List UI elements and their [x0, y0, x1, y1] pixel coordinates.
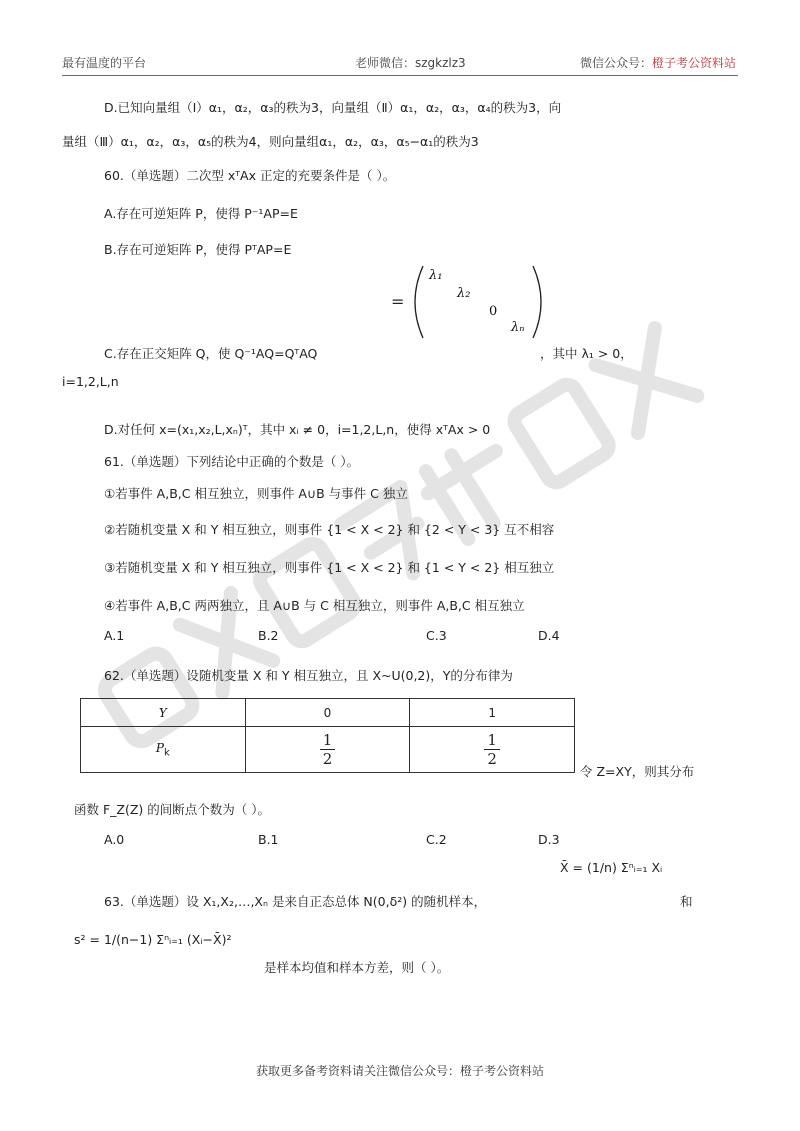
- q63-xbar-formula: X̄ = (1/n) Σⁿᵢ₌₁ Xᵢ: [560, 860, 663, 875]
- q62-option-a: A.0: [104, 832, 125, 847]
- q60-stem: 60.（单选题）二次型 xᵀAx 正定的充要条件是（ ）。: [104, 168, 396, 183]
- q61-option-b: B.2: [258, 628, 279, 643]
- matrix-entry-n: λₙ: [511, 320, 525, 335]
- header-left: 最有温度的平台: [62, 56, 147, 70]
- q61-statement-4: ④若事件 A,B,C 两两独立，且 A∪B 与 C 相互独立，则事件 A,B,C 相互独立: [104, 598, 525, 613]
- q61-statement-3: ③若随机变量 X 和 Y 相互独立，则事件 {1 < X < 2} 和 {1 < Y < 2} 相互独立: [104, 560, 555, 575]
- matrix-entry-zero: 0: [489, 304, 498, 319]
- q62-cont: 函数 F_Z(Z) 的间断点个数为（ ）。: [74, 802, 270, 817]
- matrix-brackets: [393, 262, 553, 342]
- q61-option-d: D.4: [538, 628, 560, 643]
- q62-option-b: B.1: [258, 832, 279, 847]
- q63-stem: 63.（单选题）设 X₁,X₂,…,Xₙ 是来自正态总体 N(0,δ²) 的随机样本，: [104, 894, 487, 909]
- q60-option-b: B.存在可逆矩阵 P，使得 PᵀAP=E: [104, 242, 292, 257]
- q59-option-d-line2: 量组（Ⅲ）α₁，α₂，α₃，α₅的秩为4，则向量组α₁，α₂，α₃，α₅−α₁的秩为3: [62, 134, 479, 149]
- matrix-entry-2: λ₂: [457, 286, 471, 301]
- q61-statement-2: ②若随机变量 X 和 Y 相互独立，则事件 {1 < X < 2} 和 {2 < Y < 3} 互不相容: [104, 522, 555, 537]
- table-header-y: Y: [81, 699, 246, 727]
- table-header-1: 1: [410, 699, 575, 727]
- q62-distribution-table: [80, 698, 575, 773]
- q62-stem: 62.（单选题）设随机变量 X 和 Y 相互独立，且 X~U(0,2)，Y的分布律为: [104, 668, 513, 683]
- table-header-0: 0: [245, 699, 410, 727]
- table-cell-p1: $\frac{1}{2}$: [410, 727, 575, 773]
- q62-option-d: D.3: [538, 832, 560, 847]
- q61-statement-1: ①若事件 A,B,C 相互独立，则事件 A∪B 与事件 C 独立: [104, 486, 408, 501]
- header-right: [580, 54, 736, 71]
- q60-diagonal-matrix: = λ₁ λ₂ 0 λₙ: [393, 262, 553, 342]
- q60-option-c-left: C.存在正交矩阵 Q，使 Q⁻¹AQ=QᵀAQ: [104, 346, 318, 361]
- q61-option-a: A.1: [104, 628, 125, 643]
- q60-option-c-right: ，其中 λ₁ > 0，: [540, 346, 633, 361]
- q61-stem: 61.（单选题）下列结论中正确的个数是（ ）。: [104, 454, 360, 469]
- q63-tail: 是样本均值和样本方差，则（ ）。: [264, 960, 450, 975]
- q61-option-c: C.3: [426, 628, 447, 643]
- q63-s2-formula: s² = 1/(n−1) Σⁿᵢ₌₁ (Xᵢ−X̄)²: [74, 932, 232, 947]
- table-label-pk: $P_k$: [81, 727, 246, 773]
- q62-option-c: C.2: [426, 832, 447, 847]
- header-right-highlight: 橙子考公资料站: [652, 56, 737, 70]
- q60-option-a: A.存在可逆矩阵 P，使得 P⁻¹AP=E: [104, 206, 298, 221]
- header-right-prefix: 微信公众号：: [580, 56, 653, 70]
- q59-option-d-line1: D.已知向量组（Ⅰ）α₁，α₂，α₃的秩为3，向量组（Ⅱ）α₁，α₂，α₃，α₄的秩为3，向: [104, 100, 562, 115]
- matrix-entry-1: λ₁: [429, 268, 443, 283]
- q60-option-d: D.对任何 x=(x₁,x₂,L,xₙ)ᵀ，其中 xᵢ ≠ 0，i=1,2,L,n，使得 xᵀAx > 0: [104, 422, 491, 437]
- q60-option-c-cont: i=1,2,L,n: [62, 374, 119, 389]
- q62-after-table: 令 Z=XY，则其分布: [580, 764, 695, 779]
- header-divider: [62, 75, 738, 76]
- q63-and: 和: [680, 894, 693, 909]
- header-center: 老师微信：szgkzlz3: [355, 56, 466, 70]
- table-cell-p0: $\frac{1}{2}$: [245, 727, 410, 773]
- footer-text: 获取更多备考资料请关注微信公众号：橙子考公资料站: [255, 1064, 544, 1078]
